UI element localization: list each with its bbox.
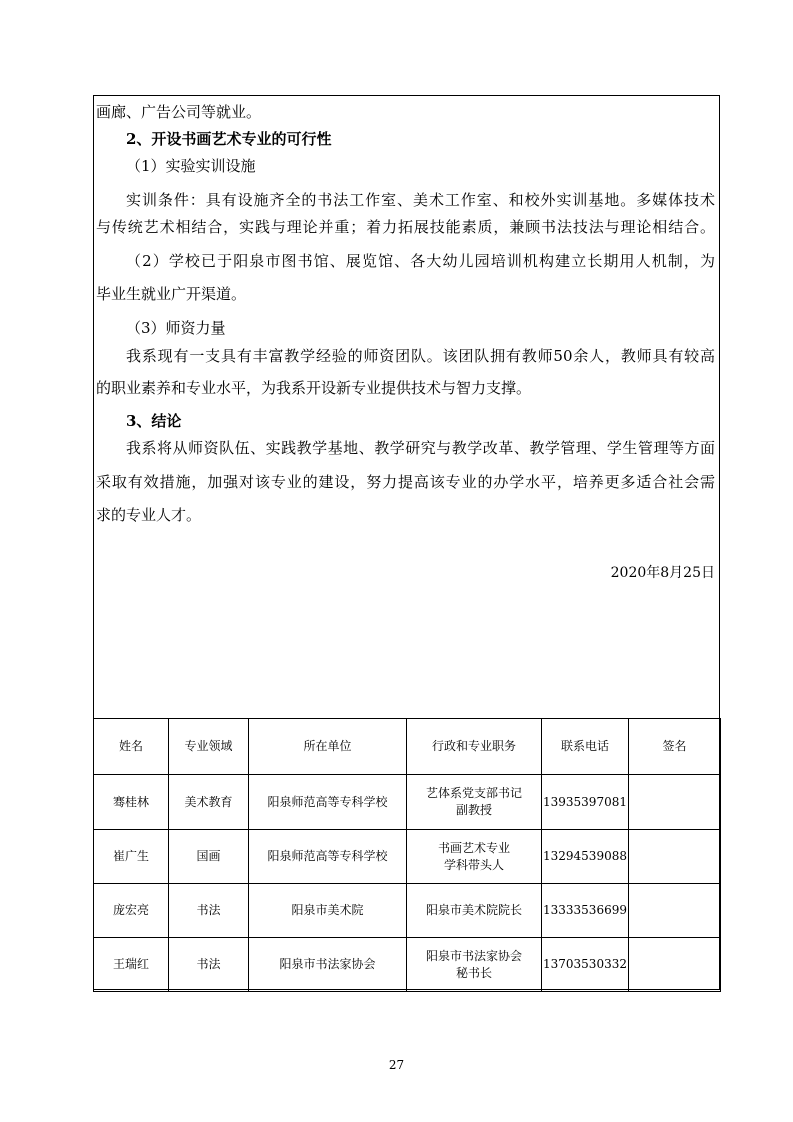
cell-field: 书法 [169, 938, 249, 992]
cell-signature [629, 938, 721, 992]
section-heading: 2、开设书画艺术专业的可行性 [126, 130, 332, 148]
paragraph-line: （3）师资力量 [126, 319, 226, 337]
cell-unit: 阳泉师范高等专科学校 [249, 830, 407, 884]
cell-field: 国画 [169, 830, 249, 884]
cell-phone: 13703530332 [542, 938, 629, 992]
cell-signature [629, 830, 721, 884]
header-title: 行政和专业职务 [407, 719, 542, 775]
page-number: 27 [388, 1058, 405, 1072]
cell-title [407, 775, 542, 830]
document-frame [93, 95, 720, 990]
table-row [94, 884, 721, 938]
table-row [94, 830, 721, 884]
cell-unit: 阳泉市书法家协会 [249, 938, 407, 992]
paragraph-line: 毕业生就业广开渠道。 [96, 285, 247, 303]
header-phone: 联系电话 [542, 719, 629, 775]
cell-signature [629, 884, 721, 938]
cell-title [407, 938, 542, 992]
paragraph-line: 与传统艺术相结合，实践与理论并重；着力拓展技能素质，兼顾书法技法与理论相结合。 [96, 218, 715, 236]
table-header-row [94, 719, 721, 775]
cell-phone: 13294539088 [542, 830, 629, 884]
cell-name: 庞宏亮 [94, 884, 169, 938]
cell-name: 崔广生 [94, 830, 169, 884]
cell-title-line1: 书画艺术专业 [437, 840, 510, 855]
document-date: 2020年8月25日 [610, 565, 715, 581]
member-table [93, 718, 721, 992]
cell-phone: 13935397081 [542, 775, 629, 830]
paragraph-line: （1）实验实训设施 [126, 157, 256, 175]
paragraph-line: 实训条件：具有设施齐全的书法工作室、美术工作室、和校外实训基地。多媒体技术 [126, 191, 715, 209]
cell-title-line1: 艺体系党支部书记 [425, 786, 522, 800]
cell-signature [629, 775, 721, 830]
cell-title-line2: 秘书长 [455, 965, 492, 980]
paragraph-line: （2）学校已于阳泉市图书馆、展览馆、各大幼儿园培训机构建立长期用人机制，为 [126, 252, 715, 270]
cell-title-line2: 学科带头人 [443, 857, 504, 872]
body-text [94, 96, 719, 718]
header-signature: 签名 [629, 719, 721, 775]
cell-title: 阳泉市美术院院长 [407, 884, 542, 938]
header-unit: 所在单位 [249, 719, 407, 775]
cell-unit: 阳泉师范高等专科学校 [249, 775, 407, 830]
table-row [94, 775, 721, 830]
table-row [94, 938, 721, 992]
paragraph-line: 我系现有一支具有丰富教学经验的师资团队。该团队拥有教师50余人，教师具有较高 [126, 347, 715, 365]
section-heading: 3、结论 [126, 412, 182, 430]
header-name: 姓名 [94, 719, 169, 775]
cell-title [407, 830, 542, 884]
cell-unit: 阳泉市美术院 [249, 884, 407, 938]
paragraph-line: 的职业素养和专业水平，为我系开设新专业提供技术与智力支撑。 [96, 379, 532, 397]
paragraph-line: 画廊、广告公司等就业。 [96, 103, 262, 121]
paragraph-line: 采取有效措施，加强对该专业的建设，努力提高该专业的办学水平，培养更多适合社会需 [96, 473, 715, 491]
cell-title-line2: 副教授 [455, 803, 492, 817]
cell-name: 骞桂林 [94, 775, 169, 830]
cell-name: 王瑞红 [94, 938, 169, 992]
cell-phone: 13333536699 [542, 884, 629, 938]
header-field: 专业领域 [169, 719, 249, 775]
paragraph-line: 我系将从师资队伍、实践教学基地、教学研究与教学改革、教学管理、学生管理等方面 [126, 439, 715, 457]
cell-title-line1: 阳泉市书法家协会 [425, 948, 522, 963]
cell-field: 书法 [169, 884, 249, 938]
paragraph-line: 求的专业人才。 [96, 506, 202, 524]
cell-field: 美术教育 [169, 775, 249, 830]
